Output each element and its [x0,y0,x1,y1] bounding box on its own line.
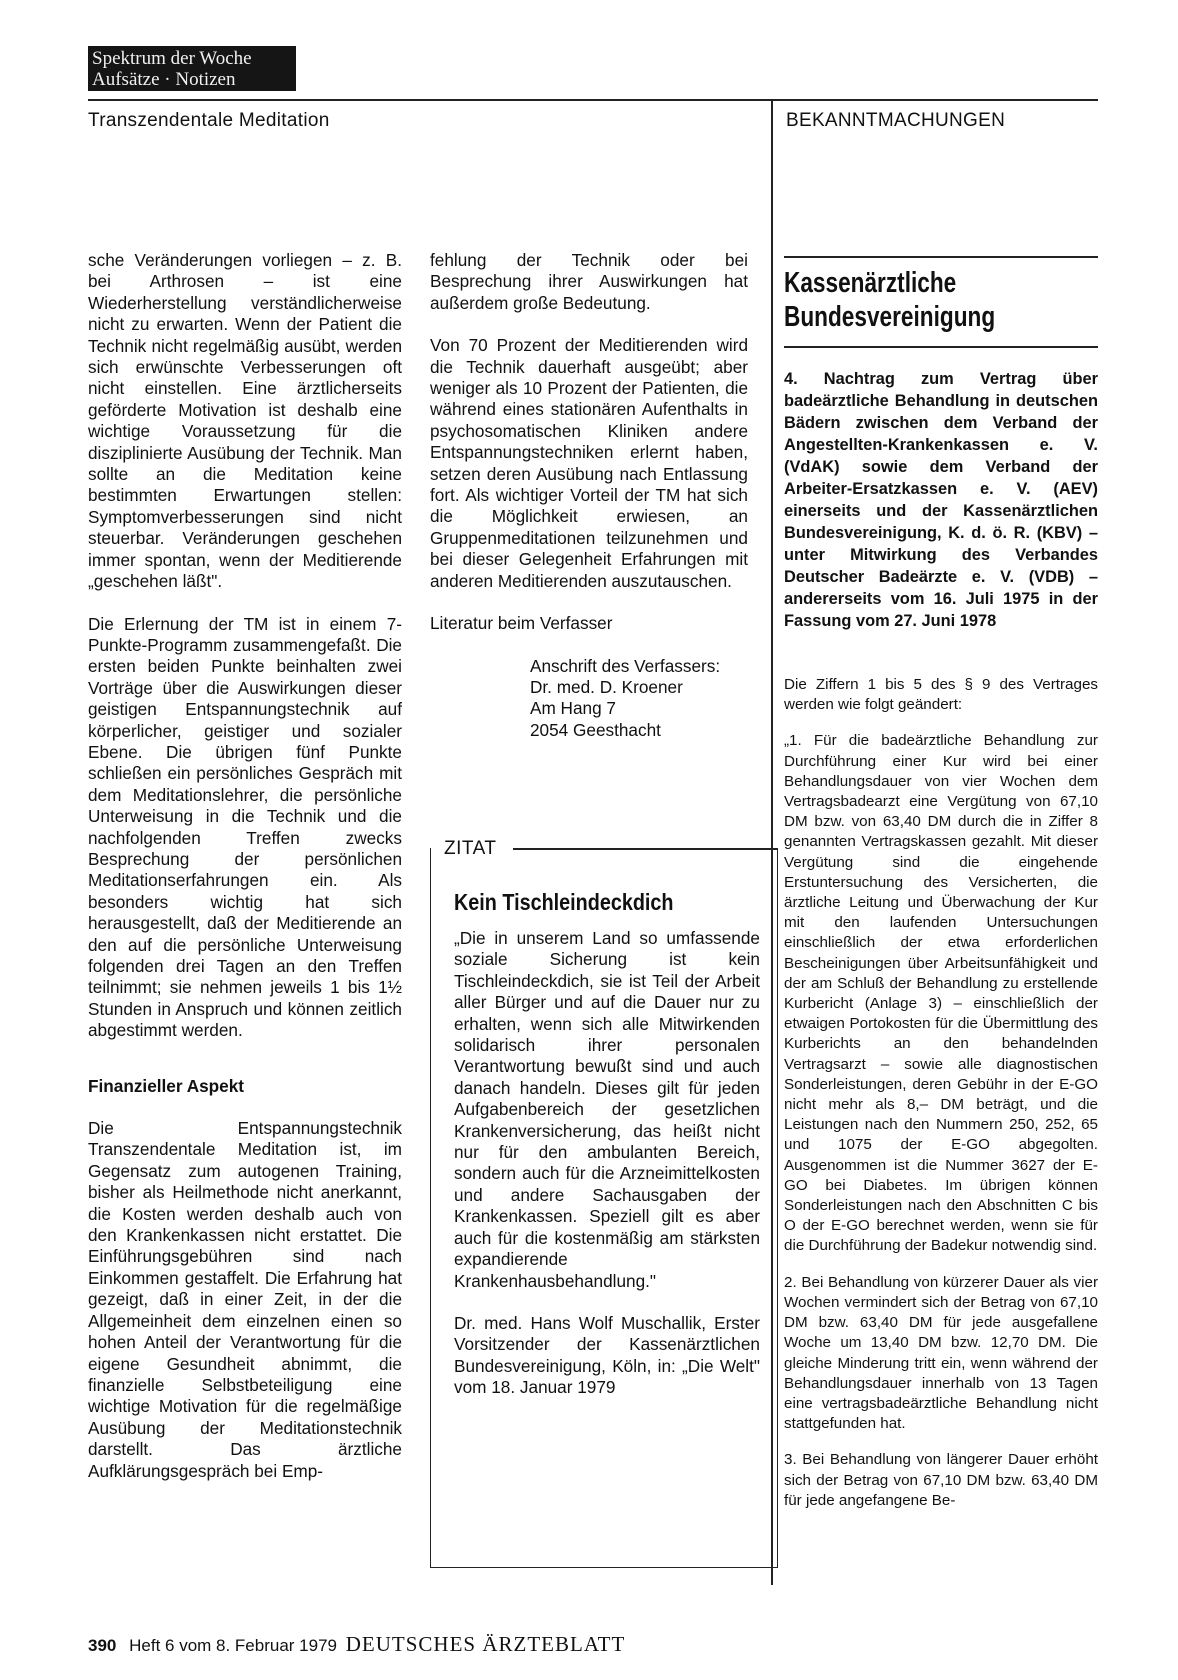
paragraph: 2. Bei Behandlung von kürzerer Dauer als vier Wochen vermindert sich der Betrag von 67,10 DM bzw. 63,40 DM für jede ausgefallene Woche um 13,40 DM bzw. 12,70 DM. Die gleiche Minderung tritt ein, wenn während der Behandlungsdauer innerhalb von 13 Tagen eine vertragsbadeärztliche Behandlung nicht stattgefunden hat. [784,1273,1098,1433]
address-line: Am Hang 7 [530,698,616,719]
quote-content [454,888,760,1420]
announcement-title-rule [784,346,1098,348]
announcement-title-line2: Bundesvereinigung [784,301,996,333]
paragraph: Von 70 Prozent der Meditierenden wird die Technik dauerhaft ausgeübt; aber weniger als 10 Prozent der Patienten, die während eines stationären Aufenthalts in psychosomatischen Kliniken andere Entspannungstechniken erlernt haben, setzen deren Ausübung nach Entlassung fort. Als wichtiger Vorteil der TM hat sich die Möglichkeit erwiesen, an Gruppenmeditationen teilzunehmen und bei dieser Gelegenheit Erfahrungen mit anderen Meditierenden auszutauschen. [430,335,748,591]
quote-text: „Die in unserem Land so umfassende soziale Sicherung ist kein Tischleindeckdich, sie ist Teil der Arbeit aller Bürger und auf die Dauer nur zu erhalten, wenn sich alle Mitwirkenden solidarisch ihrer personalen Verantwortung bewußt sind und auch danach handeln. Dieses gilt für jeden Aufgabenbereich der gesetzlichen Krankenversicherung, das heißt nicht nur für den ambulanten Bereich, sondern auch für die Arzneimittelkosten und andere Sachausgaben der Krankenkassen. Speziell gilt es aber auch für die kostenmäßig am stärksten expandierende Krankenhausbehandlung." [454,928,760,1291]
section-tag-line1: Spektrum der Woche [92,48,252,69]
paragraph: Die Erlernung der TM ist in einem 7-Punkte-Programm zusammengefaßt. Die ersten beiden Punkte beinhalten zwei Vorträge über die Auswirkungen dieser geistigen Entspannungstechnik auf körperlicher, geistiger und sozialer Ebene. Die übrigen fünf Punkte schließen ein persönliches Gespräch mit dem Meditationslehrer, die persönliche Unterweisung in die Technik und die nachfolgenden Treffen zwecks Besprechung der persönlichen Meditationserfahrungen ein. Als besonders wichtig hat sich herausgestellt, daß der Meditierende an den auf die persönliche Unterweisung folgenden drei Tagen an den Treffen teilnimmt; sie nehmen jeweils 1 bis 1½ Stunden in Anspruch und können zeitlich abgestimmt werden. [88,613,402,1041]
journal-name: DEUTSCHES ÄRZTEBLATT [345,1632,626,1656]
quote-label: ZITAT [440,838,500,860]
paragraph: „1. Für die badeärztliche Behandlung zur Durchführung einer Kur wird bei einer Behandlungsdauer von vier Wochen dem Vertragsbadearzt eine Vergütung von 67,10 DM bzw. von 63,40 DM durch die in Ziffer 8 genannten Vertragskassen gezahlt. Mit dieser Vergütung sind die eingehende Erstuntersuchung des Versicherten, die ärztliche Leitung und Überwachung der Kur mit den laufenden Untersuchungen einschließlich der etwa erforderlichen Bescheinigungen über Arbeitsunfähigkeit und der am Schluß der Behandlung zu erstellende Kurbericht (Anlage 3) – einschließlich der etwaigen Portokosten für die Übermittlung des Kurberichts an den behandelnden Vertragsarzt – sowie alle diagnostischen Sonderleistungen, deren Gebühr in der E-GO nicht mehr als 8,– DM beträgt, und die Leistungen nach den Nummern 250, 252, 65 und 1075 der E-GO abgegolten. Ausgenommen ist die Nummer 3627 der E-GO bei Diabetes. Im übrigen können Sonderleistungen nach den Abschnitten C bis O der E-GO berechnet werden, wenn sie für die Durchführung der Badekur notwendig sind. [784,732,1098,1255]
quote-title: Kein Tischleindeckdich [454,889,674,915]
paragraph: 3. Bei Behandlung von längerer Dauer erhöht sich der Betrag von 67,10 DM bzw. 63,40 DM für jede angefangene Be- [784,1451,1098,1509]
announcement-top-rule [784,256,1098,258]
section-title-right: BEKANNTMACHUNGEN [786,110,1006,131]
address-line: Dr. med. D. Kroener [530,676,683,697]
paragraph: fehlung der Technik oder bei Besprechung ihrer Auswirkungen hat außerdem große Bedeutung. [430,250,748,313]
literature-note: Literatur beim Verfasser [430,613,613,634]
paragraph: Die Ziffern 1 bis 5 des § 9 des Vertrages werden wie folgt geändert: [784,676,1098,714]
header-rule [88,99,1098,101]
section-tag-line2: Aufsätze · Notizen [92,69,236,90]
announcement-title [784,266,995,334]
author-address [530,656,748,742]
article-column-1 [88,250,402,1503]
quote-box-top-rule [513,848,778,850]
address-line: 2054 Geesthacht [530,719,661,740]
announcement-title-line1: Kassenärztliche [784,267,957,299]
subheading: Finanzieller Aspekt [88,1075,245,1096]
paragraph: Die Entspannungstechnik Transzendentale Meditation ist, im Gegensatz zum autogenen Training, bisher als Heilmethode nicht anerkannt, die Kosten werden deshalb auch von den Krankenkassen nicht erstattet. Die Einführungsgebühren sind nach Einkommen gestaffelt. Die Erfahrung hat gezeigt, daß in einer Zeit, in der die Allgemeinheit dem einzelnen einen so hohen Anteil der Verantwortung für die eigene Gesundheit abnimmt, die finanzielle Selbstbeteiligung eine wichtige Motivation für die regelmäßige Ausübung der Meditationstechnik darstellt. Das ärztliche Aufklärungsgespräch bei Emp- [88,1118,402,1481]
section-tag [88,46,296,91]
address-line: Anschrift des Verfassers: [530,655,721,676]
page-number: 390 [88,1636,117,1655]
issue-info: Heft 6 vom 8. Februar 1979 [129,1636,337,1655]
quote-source: Dr. med. Hans Wolf Muschallik, Erster Vorsitzender der Kassenärztlichen Bundesvereinigung, Köln, in: „Die Welt" vom 18. Januar 1979 [454,1312,760,1398]
announcement-body [784,675,1098,1527]
page-footer [88,1632,625,1657]
article-column-2 [430,250,748,755]
paragraph: sche Veränderungen vorliegen – z. B. bei Arthrosen – ist eine Wiederherstellung verständlicherweise nicht zu erwarten. Wenn der Patient die Technik nicht regelmäßig ausübt, werden sich erwünschte Verbesserungen oft nicht einstellen. Eine ärztlicherseits geförderte Motivation ist deshalb eine wichtige Voraussetzung für die disziplinierte Ausübung der Technik. Man sollte an die Meditation keine bestimmten Erwartungen stellen: Symptomverbesserungen sind nicht steuerbar. Veränderungen geschehen immer spontan, wenn der Meditierende „geschehen läßt". [88,250,402,592]
section-title-left: Transzendentale Meditation [88,110,330,131]
announcement-subtitle: 4. Nachtrag zum Vertrag über badeärztliche Behandlung in deutschen Bädern zwischen dem Verband der Angestellten-Krankenkassen e. V. (VdAK) sowie dem Verband der Arbeiter-Ersatzkassen e. V. (AEV) einerseits und der Kassenärztlichen Bundesvereinigung, K. d. ö. R. (KBV) – unter Mitwirkung des Verbandes Deutscher Badeärzte e. V. (VDB) – andererseits vom 16. Juli 1975 in der Fassung vom 27. Juni 1978 [784,370,1098,630]
